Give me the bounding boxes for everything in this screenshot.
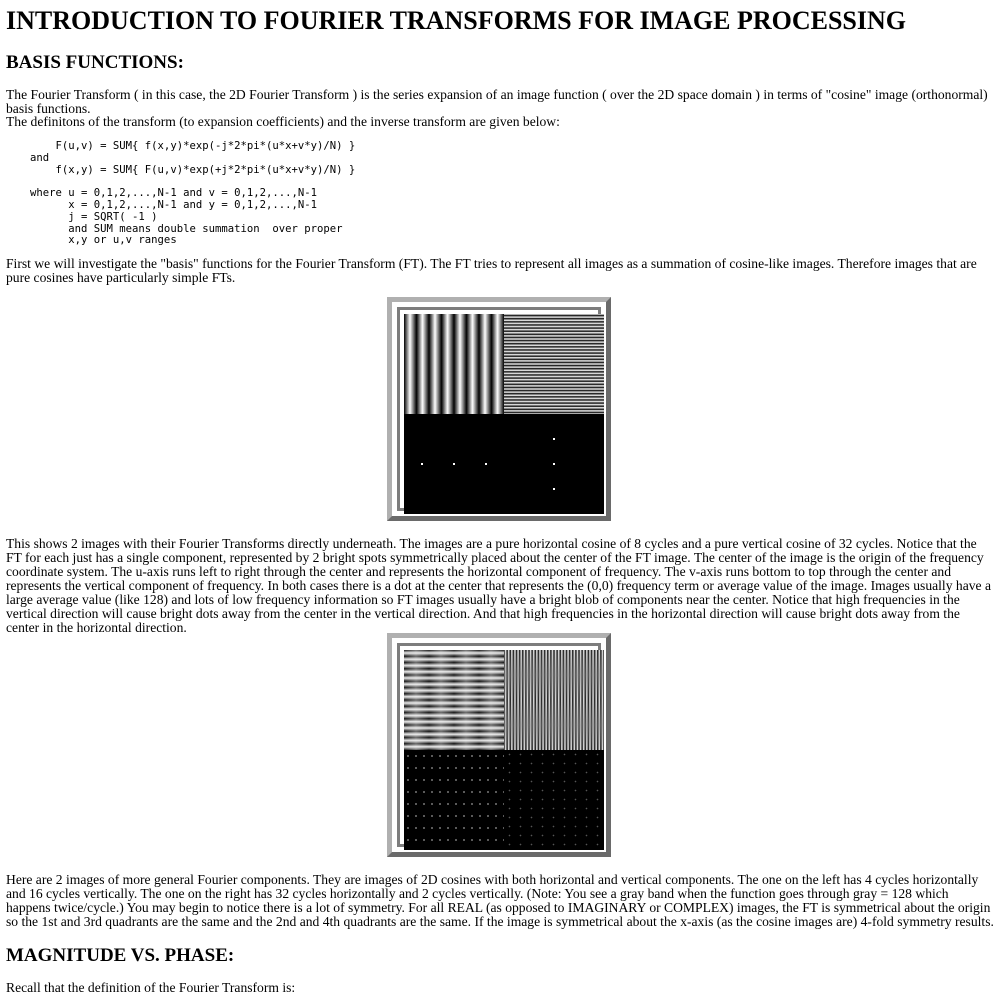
cosine-4x16-ft-image <box>404 750 504 850</box>
ft-dot <box>553 463 555 465</box>
figure-basis-cosines <box>387 297 611 521</box>
paragraph-basis-explanation: This shows 2 images with their Fourier Transforms directly underneath. The images are a pure horizontal cosine of 8 cycles and a pure vertical cosine of 32 cycles. Notice that the FT for each just has a single component, represented by 2 bright spots symmetrically placed about the center of the FT image. The center of the image is the origin of the frequency coordinate system. The u-axis runs left to right through the center and represents the horizontal component of frequency. The v-axis runs bottom to top through the center and represents the vertical component of frequency. In both cases there is a dot at the center that represents the (0,0) frequency term or average value of the image. Images usually have a large average value (like 128) and lots of low frequency information so FT images usually have a bright blob of components near the center. Notice that high frequencies in the vertical direction will cause bright dots away from the center in the vertical direction. And that high frequencies in the horizontal direction will cause bright dots away from the center in the horizontal direction. <box>6 536 992 635</box>
horizontal-cosine-ft-image <box>404 414 504 514</box>
ft-dot <box>553 488 555 490</box>
ft-dot <box>421 463 423 465</box>
paragraph-basis: First we will investigate the "basis" functions for the Fourier Transform (FT). The FT tries to represent all images as a summation of cosine-like images. Therefore images that are pure cosines have particularly simple FTs. <box>6 256 977 285</box>
ft-dot <box>485 463 487 465</box>
ft-dot <box>553 438 555 440</box>
ft-dot <box>453 463 455 465</box>
section-heading-basis-functions: BASIS FUNCTIONS: <box>6 52 184 73</box>
horizontal-cosine-image <box>404 314 504 414</box>
formula-block: F(u,v) = SUM{ f(x,y)*exp(-j*2*pi*(u*x+v*y)/N) } and f(x,y) = SUM{ F(u,v)*exp(+j*2*pi*(u*x+v*y)/N) } where u = 0,1,2,...,N-1 and v = 0,1,2,...,N-1 x = 0,1,2,...,N-1 and y = 0,1,2,...,N-1 j = SQRT( -1 ) and SUM means double summation over proper x,y or u,v ranges <box>30 140 356 247</box>
paragraph-recall-definition: Recall that the definition of the Fourier Transform is: <box>6 980 296 995</box>
paragraph-definitions: The definitons of the transform (to expansion coefficients) and the inverse transform are given below: <box>6 114 560 129</box>
figure-2d-cosines <box>387 633 611 857</box>
paragraph-general-components: Here are 2 images of more general Fourier components. They are images of 2D cosines with both horizontal and vertical components. The one on the left has 4 cycles horizontally and 16 cycles vertically. The one on the right has 32 cycles horizontally and 2 cycles vertically. (Note: You see a gray band when the function goes through gray = 128 which happens twice/cycle.) You may begin to notice there is a lot of symmetry. For all REAL (as opposed to IMAGINARY or COMPLEX) images, the FT is symmetrical about the origin so the 1st and 3rd quadrants are the same and the 2nd and 4th quadrants are the same. If the image is symmetrical about the x-axis (as the cosine images are) 4-fold symmetry results. <box>6 872 994 929</box>
cosine-32x2-ft-image <box>504 750 604 850</box>
cosine-32x2-image <box>504 650 604 750</box>
page-title: INTRODUCTION TO FOURIER TRANSFORMS FOR IMAGE PROCESSING <box>6 6 907 35</box>
section-heading-magnitude-phase: MAGNITUDE VS. PHASE: <box>6 945 235 966</box>
figure-2d-frame <box>397 643 601 847</box>
cosine-4x16-image <box>404 650 504 750</box>
paragraph-intro: The Fourier Transform ( in this case, the 2D Fourier Transform ) is the series expansion of an image function ( over the 2D space domain ) in terms of "cosine" image (orthonormal) basis functions. <box>6 87 988 116</box>
vertical-cosine-image <box>504 314 604 414</box>
figure-basis-frame <box>397 307 601 511</box>
vertical-cosine-ft-image <box>504 414 604 514</box>
